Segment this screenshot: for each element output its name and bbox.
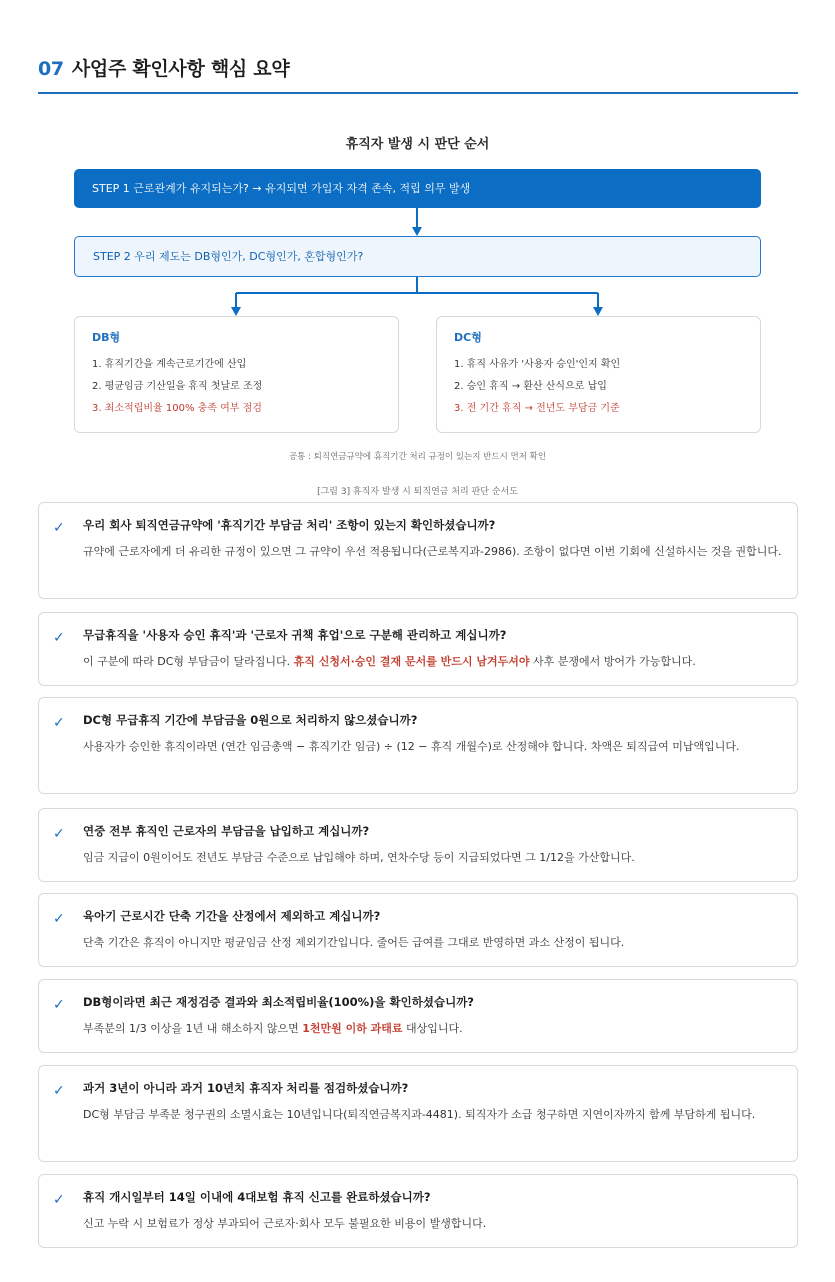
checkmark-icon: ✓	[53, 997, 65, 1013]
arrow-down-icon	[412, 227, 422, 236]
checklist-card	[38, 612, 798, 686]
section-number: 07	[38, 58, 64, 80]
checklist-card	[38, 697, 798, 794]
step2-box: STEP 2 우리 제도는 DB형인가, DC형인가, 혼합형인가?	[74, 236, 761, 277]
checklist-answer: 이 구분에 따라 DC형 부담금이 달라집니다. 휴직 신청서·승인 결재 문서를 반드시 남겨두셔야 사후 분쟁에서 방어가 가능합니다.	[83, 655, 696, 668]
checkmark-icon: ✓	[53, 826, 65, 842]
checklist-card	[38, 1174, 798, 1248]
section-title: 사업주 확인사항 핵심 요약	[71, 58, 290, 80]
dc-type-box	[436, 316, 761, 433]
checklist-question: 육아기 근로시간 단축 기간을 산정에서 제외하고 계십니까?	[83, 909, 381, 923]
checkmark-icon: ✓	[53, 715, 65, 731]
checklist-question: DB형이라면 최근 재정검증 결과와 최소적립비율(100%)을 확인하셨습니까?	[83, 995, 474, 1009]
section-heading	[38, 54, 289, 81]
db-item-highlight: 3. 최소적립비율 100% 충족 여부 점검	[92, 403, 262, 414]
figure-caption: [그림 3] 휴직자 발생 시 퇴직연금 처리 판단 순서도	[317, 487, 518, 497]
arrow-down-icon	[593, 307, 603, 316]
checklist-answer: 단축 기간은 휴직이 아니지만 평균임금 산정 제외기간입니다. 줄어든 급여를 그대로 반영하면 과소 산정이 됩니다.	[83, 936, 625, 949]
dc-type-title: DC형	[454, 331, 482, 344]
db-item: 1. 휴직기간을 계속근로기간에 산입	[92, 359, 247, 370]
checklist-question: 휴직 개시일부터 14일 이내에 4대보험 휴직 신고를 완료하셨습니까?	[83, 1190, 431, 1204]
checklist-question: DC형 무급휴직 기간에 부담금을 0원으로 처리하지 않으셨습니까?	[83, 713, 418, 727]
checklist-card	[38, 502, 798, 599]
flowchart-connectors	[0, 0, 835, 330]
checkmark-icon: ✓	[53, 520, 65, 536]
checklist-question: 우리 회사 퇴직연금규약에 '휴직기간 부담금 처리' 조항이 있는지 확인하셨습니까?	[83, 518, 496, 532]
checklist-answer: 부족분의 1/3 이상을 1년 내 해소하지 않으면 1천만원 이하 과태료 대상입니다.	[83, 1022, 463, 1035]
answer-highlight: 휴직 신청서·승인 결재 문서를 반드시 남겨두셔야	[293, 655, 530, 668]
db-type-box	[74, 316, 399, 433]
checklist-question: 무급휴직을 '사용자 승인 휴직'과 '근로자 귀책 휴업'으로 구분해 관리하고 계십니까?	[83, 628, 507, 642]
checklist-answer: 규약에 근로자에게 더 유리한 규정이 있으면 그 규약이 우선 적용됩니다(근로복지과-2986). 조항이 없다면 이번 기회에 신설하시는 것을 권합니다.	[83, 545, 782, 558]
heading-divider	[38, 92, 798, 94]
checklist-card	[38, 808, 798, 882]
checklist-question: 연중 전부 휴직인 근로자의 부담금을 납입하고 계십니까?	[83, 824, 370, 838]
checklist-card	[38, 893, 798, 967]
checklist-answer: DC형 부담금 부족분 청구권의 소멸시효는 10년입니다(퇴직연금복지과-4481). 퇴직자가 소급 청구하면 지연이자까지 함께 부담하게 됩니다.	[83, 1108, 756, 1121]
step1-box: STEP 1 근로관계가 유지되는가? → 유지되면 가입자 자격 존속, 적립 의무 발생	[74, 169, 761, 208]
checklist-answer: 사용자가 승인한 휴직이라면 (연간 임금총액 − 휴직기간 임금) ÷ (12 − 휴직 개월수)로 산정해야 합니다. 차액은 퇴직급여 미납액입니다.	[83, 740, 740, 753]
checkmark-icon: ✓	[53, 911, 65, 927]
checklist-answer: 신고 누락 시 보험료가 정상 부과되어 근로자·회사 모두 불필요한 비용이 발생합니다.	[83, 1217, 487, 1230]
arrow-down-icon	[231, 307, 241, 316]
checklist-answer: 임금 지급이 0원이어도 전년도 부담금 수준으로 납입해야 하며, 연차수당 등이 지급되었다면 그 1/12을 가산합니다.	[83, 851, 635, 864]
dc-item: 1. 휴직 사유가 '사용자 승인'인지 확인	[454, 359, 621, 370]
checkmark-icon: ✓	[53, 1083, 65, 1099]
flowchart-title: 휴직자 발생 시 판단 순서	[345, 137, 490, 152]
db-item: 2. 평균임금 기산일을 휴직 첫날로 조정	[92, 381, 263, 392]
dc-item-highlight: 3. 전 기간 휴직 → 전년도 부담금 기준	[454, 403, 620, 414]
checkmark-icon: ✓	[53, 1192, 65, 1208]
answer-highlight: 1천만원 이하 과태료	[302, 1022, 403, 1035]
db-type-title: DB형	[92, 331, 121, 344]
checklist-card	[38, 979, 798, 1053]
common-note: 공통 : 퇴직연금규약에 휴직기간 처리 규정이 있는지 반드시 먼저 확인	[288, 452, 547, 462]
checklist-card	[38, 1065, 798, 1162]
dc-item: 2. 승인 휴직 → 환산 산식으로 납입	[454, 381, 607, 392]
checklist-question: 과거 3년이 아니라 과거 10년치 휴직자 처리를 점검하셨습니까?	[83, 1081, 409, 1095]
checkmark-icon: ✓	[53, 630, 65, 646]
